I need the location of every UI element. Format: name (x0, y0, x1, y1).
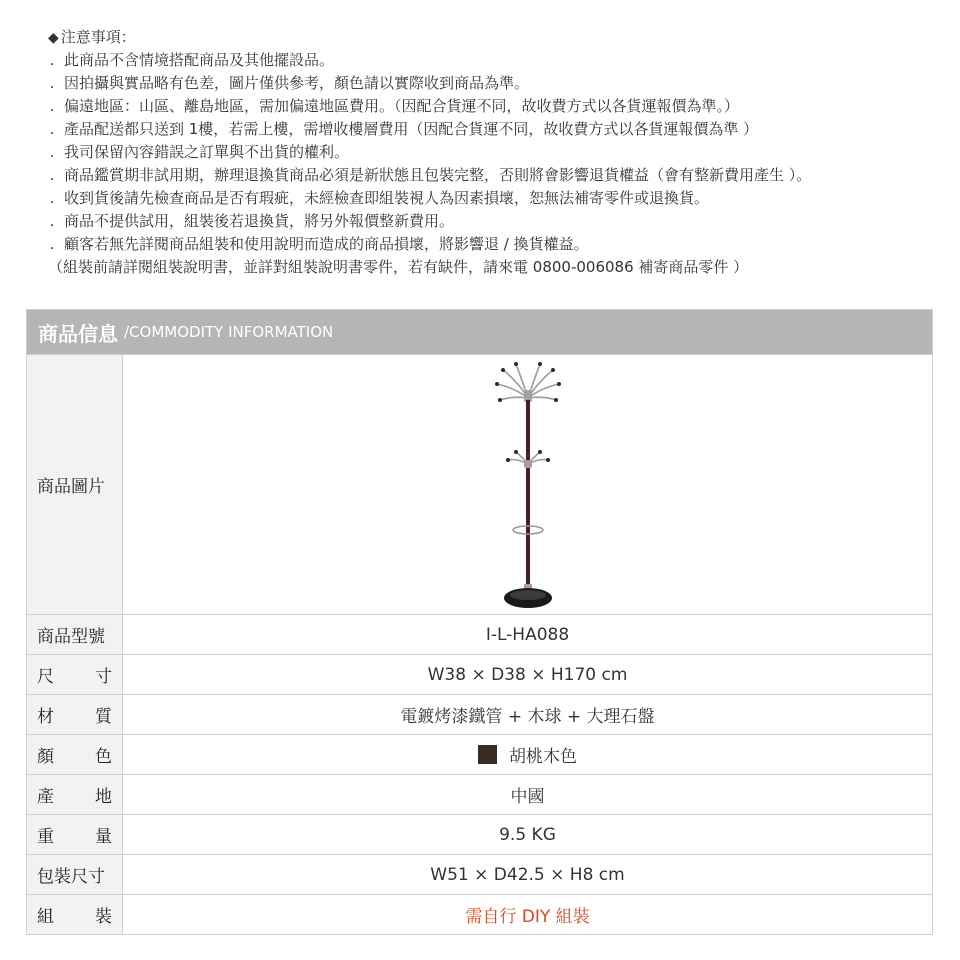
note-item (40, 118, 940, 141)
bullet-icon: . (49, 143, 55, 161)
notes-title (40, 26, 940, 49)
info-header (27, 310, 932, 354)
color-value: 胡桃木色 (509, 747, 577, 767)
row-value: W51 × D42.5 × H8 cm (430, 864, 625, 885)
note-text: 偏遠地區：山區、離島地區，需加偏遠地區費用。（因配合貨運不同，故收費方式以各貨運報價為準。） (64, 97, 740, 115)
row-label (27, 895, 123, 934)
row-value: 需自行 DIY 組裝 (465, 907, 590, 927)
table-row (27, 614, 932, 654)
bullet-icon: . (49, 166, 55, 184)
row-label: 包裝尺寸 (27, 855, 123, 894)
label-char: 顏 (37, 747, 54, 767)
notes-title-text: 注意事項： (60, 28, 136, 46)
note-text: 此商品不含情境搭配商品及其他擺設品。 (64, 51, 335, 69)
note-item (40, 187, 940, 210)
note-text: 商品鑑賞期非試用期，辦理退換貨商品必須是新狀態且包裝完整，否則將會影響退貨權益（會有整新費用產生 ）。 (64, 166, 812, 184)
commodity-info-table (26, 309, 933, 935)
row-label (27, 775, 123, 814)
bullet-icon: . (49, 97, 55, 115)
label-char: 產 (37, 787, 54, 807)
coat-rack-image (488, 360, 568, 610)
diamond-icon: ◆ (48, 30, 59, 46)
label-char: 裝 (95, 907, 112, 927)
note-item (40, 141, 940, 164)
table-row (27, 854, 932, 894)
note-text: 收到貨後請先檢查商品是否有瑕疵，未經檢查即組裝視人為因素損壞，恕無法補寄零件或退換貨。 (64, 189, 710, 207)
label-char: 重 (37, 827, 54, 847)
row-label (27, 655, 123, 694)
row-label: 商品型號 (27, 615, 123, 654)
color-swatch (478, 745, 497, 764)
note-item (40, 72, 940, 95)
row-label (27, 735, 123, 774)
label-char: 材 (37, 707, 54, 727)
note-text: 因拍攝與實品略有色差，圖片僅供參考，顏色請以實際收到商品為準。 (64, 74, 530, 92)
note-text: 顧客若無先詳閱商品組裝和使用說明而造成的商品損壞，將影響退 / 換貨權益。 (64, 235, 589, 253)
bullet-icon: . (49, 235, 55, 253)
row-value (123, 735, 932, 774)
note-item (40, 210, 940, 233)
note-item (40, 49, 940, 72)
notes-section (40, 26, 940, 279)
label-char: 組 (37, 907, 54, 927)
label-char: 尺 (37, 667, 54, 687)
row-value: 電鍍烤漆鐵管 + 木球 + 大理石盤 (400, 707, 655, 727)
label-char: 色 (95, 747, 112, 767)
table-row (27, 694, 932, 734)
bullet-icon: . (49, 212, 55, 230)
table-row (27, 654, 932, 694)
table-row (27, 814, 932, 854)
label-char: 量 (95, 827, 112, 847)
table-row (27, 734, 932, 774)
row-label: 商品圖片 (27, 355, 123, 614)
info-title-en: /COMMODITY INFORMATION (124, 323, 334, 341)
bullet-icon: . (49, 51, 55, 69)
info-title-zh: 商品信息 (38, 321, 118, 346)
table-row-image (27, 354, 932, 614)
note-item (40, 164, 940, 187)
note-text: 我司保留內容錯誤之訂單與不出貨的權利。 (64, 143, 350, 161)
notes-footer: （組裝前請詳閱組裝說明書，並詳對組裝說明書零件，若有缺件，請來電 0800-006086 補寄商品零件 ） (48, 258, 749, 276)
row-value: I-L-HA088 (485, 624, 570, 645)
note-item (40, 233, 940, 256)
bullet-icon: . (49, 120, 55, 138)
row-label (27, 695, 123, 734)
table-row (27, 894, 932, 934)
row-value: W38 × D38 × H170 cm (427, 664, 628, 685)
note-text: 產品配送都只送到 1樓，若需上樓，需增收樓層費用（因配合貨運不同，故收費方式以各貨運報價為準 ） (64, 120, 759, 138)
row-label (27, 815, 123, 854)
product-image-cell (123, 355, 932, 614)
bullet-icon: . (49, 189, 55, 207)
bullet-icon: . (49, 74, 55, 92)
label-char: 地 (95, 787, 112, 807)
note-item (40, 95, 940, 118)
label-char: 寸 (95, 667, 112, 687)
row-value: 中國 (510, 787, 545, 807)
row-value: 9.5 KG (499, 824, 556, 845)
table-row (27, 774, 932, 814)
label-char: 質 (95, 707, 112, 727)
note-text: 商品不提供試用，組裝後若退換貨，將另外報價整新費用。 (64, 212, 455, 230)
